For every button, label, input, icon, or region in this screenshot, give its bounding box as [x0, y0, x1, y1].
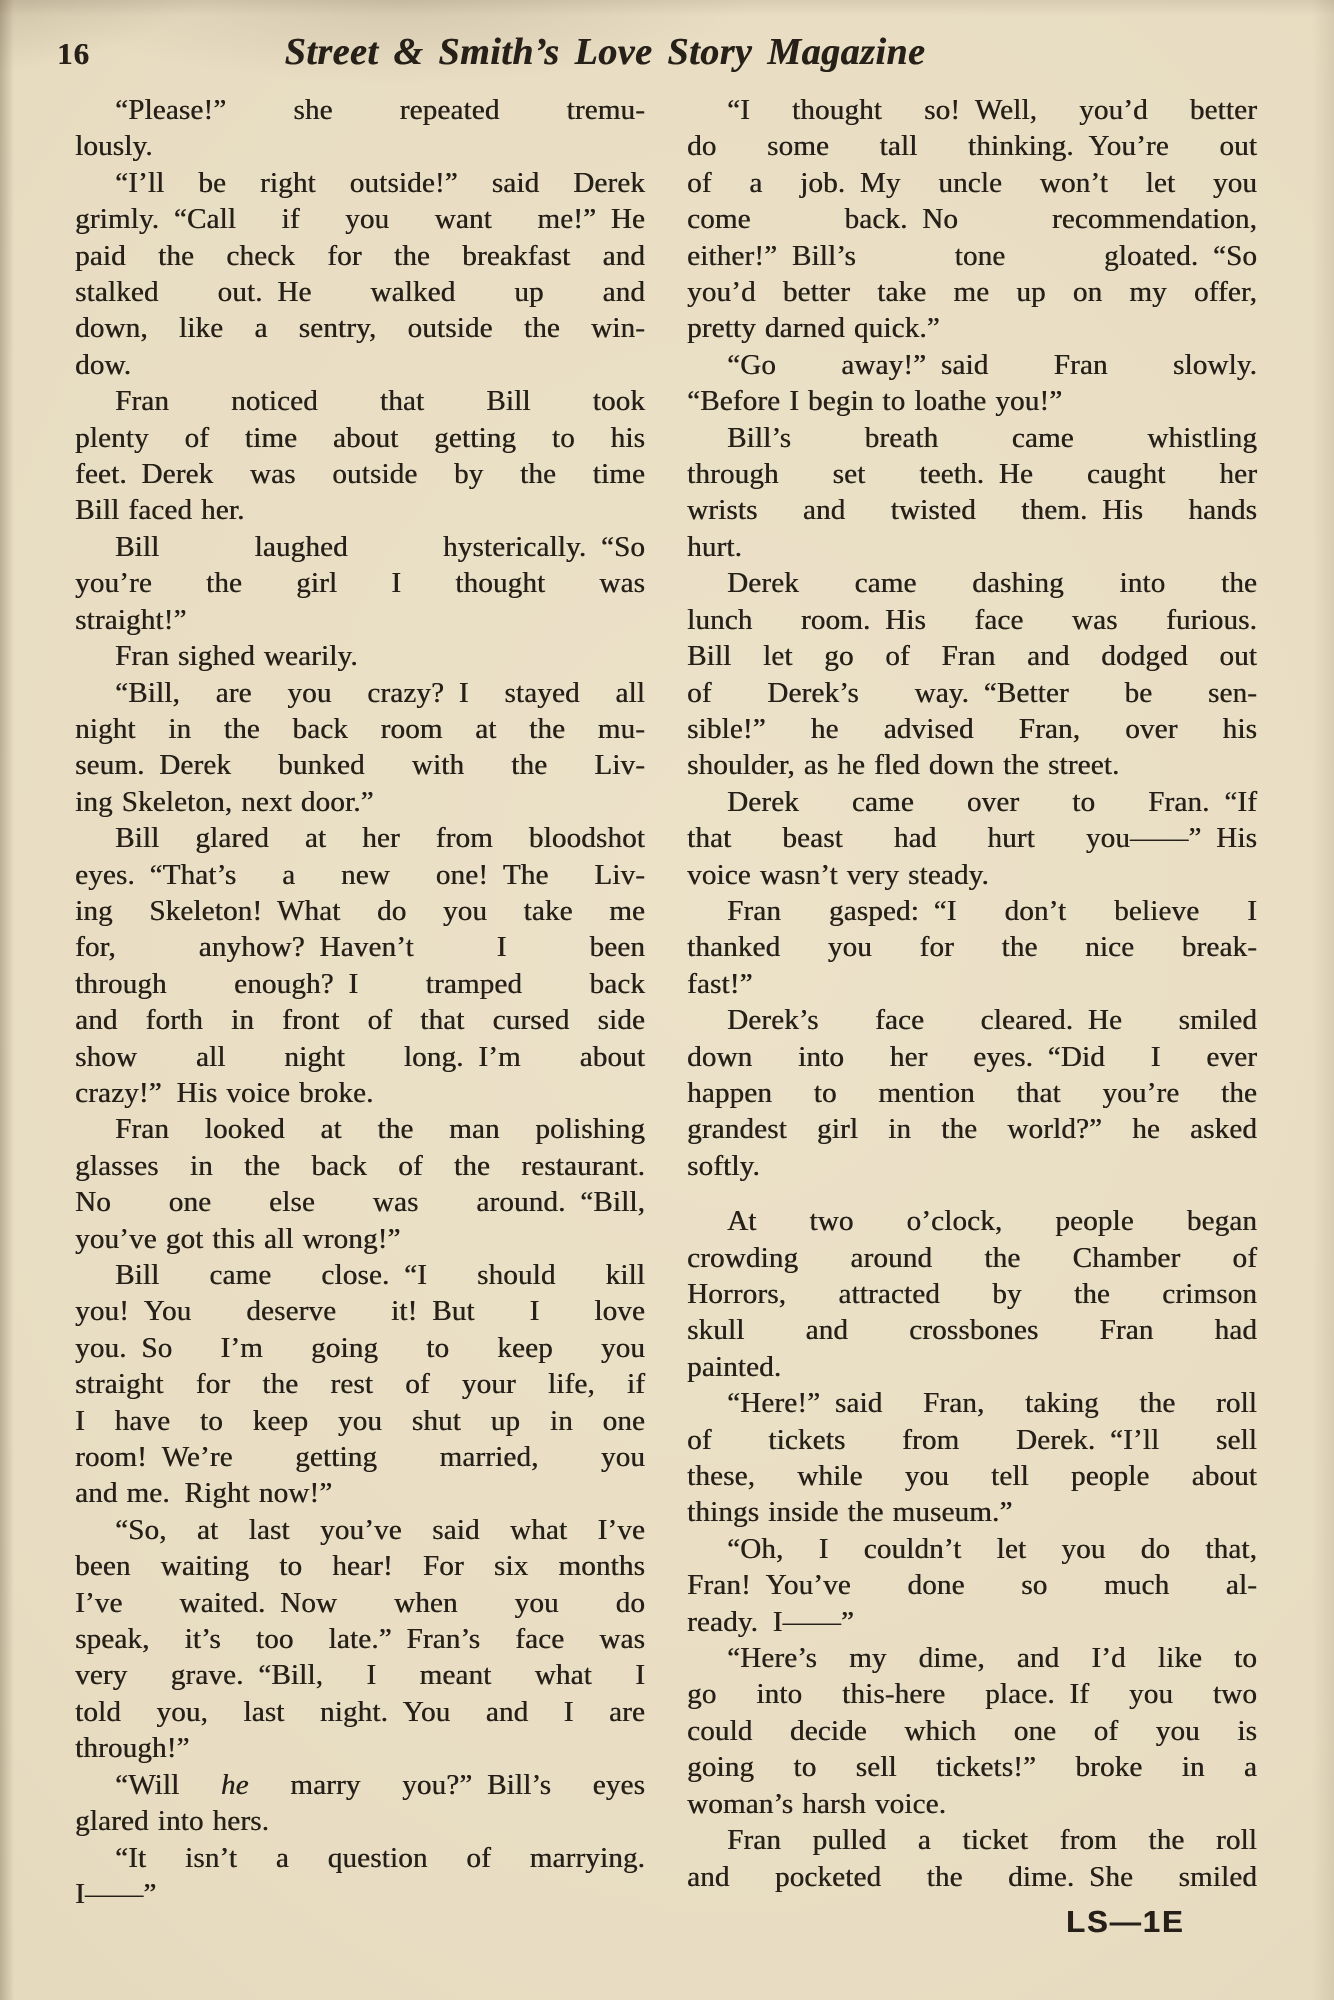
- text-line: and me. Right now!”: [75, 1477, 333, 1510]
- text-line: of a job. My uncle won’t let you: [687, 166, 1257, 199]
- text-line: “Please!” she repeated tremu-: [115, 94, 645, 126]
- text-line: down into her eyes. “Did I ever: [687, 1040, 1257, 1073]
- text-line: been waiting to hear! For six months: [75, 1550, 645, 1583]
- text-line: Fran! You’ve done so much al-: [687, 1569, 1257, 1602]
- text-line: straight for the rest of your life, if: [75, 1368, 645, 1401]
- text-line: “Here!” said Fran, taking the roll: [727, 1387, 1257, 1420]
- text-line: come back. No recommendation,: [687, 203, 1257, 236]
- text-line: paid the check for the breakfast and: [75, 239, 645, 272]
- text-line: shoulder, as he fled down the street.: [687, 749, 1120, 782]
- text-line: “I’ll be right outside!” said Derek: [115, 166, 645, 199]
- text-line: Derek’s face cleared. He smiled: [727, 1004, 1257, 1037]
- text-line: go into this-here place. If you two: [687, 1678, 1257, 1711]
- text-line: “Here’s my dime, and I’d like to: [727, 1642, 1257, 1675]
- text-line: room! We’re getting married, you: [75, 1441, 645, 1474]
- text-line: through set teeth. He caught her: [687, 458, 1257, 491]
- text-line: these, while you tell people about: [687, 1460, 1257, 1493]
- text-line: hurt.: [687, 530, 742, 563]
- text-line: things inside the museum.”: [687, 1496, 1013, 1529]
- text-line: that beast had hurt you——” His: [687, 822, 1257, 855]
- text-line: eyes. “That’s a new one! The Liv-: [75, 858, 645, 891]
- text-line: grimly. “Call if you want me!” He: [75, 203, 645, 236]
- text-line: seum. Derek bunked with the Liv-: [75, 749, 645, 782]
- text-line: “Bill, are you crazy? I stayed all: [115, 676, 645, 709]
- text-line: crazy!” His voice broke.: [75, 1076, 374, 1109]
- text-line: dow.: [75, 348, 132, 381]
- text-line: you’re the girl I thought was: [75, 567, 645, 600]
- text-line: through!”: [75, 1732, 190, 1765]
- text-line: and pocketed the dime. She smiled: [687, 1860, 1257, 1893]
- story-text-columns: [75, 92, 1257, 1912]
- text-line: very grave. “Bill, I meant what I: [75, 1659, 645, 1692]
- text-line: crowding around the Chamber of: [687, 1241, 1257, 1274]
- text-line: show all night long. I’m about: [75, 1040, 645, 1073]
- text-line: painted.: [687, 1350, 782, 1383]
- text-line: “Oh, I couldn’t let you do that,: [727, 1532, 1257, 1565]
- text-line: straight!”: [75, 603, 187, 636]
- text-line: speak, it’s too late.” Fran’s face was: [75, 1623, 645, 1656]
- signature-mark: LS—1E: [1066, 1904, 1185, 1939]
- text-line: happen to mention that you’re the: [687, 1076, 1257, 1109]
- text-line: Fran pulled a ticket from the roll: [727, 1824, 1257, 1857]
- text-line: night in the back room at the mu-: [75, 712, 645, 745]
- text-line: lously.: [75, 130, 153, 163]
- text-line: through enough? I tramped back: [75, 967, 645, 1000]
- text-line: fast!”: [687, 967, 753, 1000]
- text-line: Fran looked at the man polishing: [115, 1113, 645, 1146]
- text-line: I——”: [75, 1877, 157, 1910]
- left-text-column: [75, 92, 645, 1912]
- right-text-column: [687, 92, 1257, 1912]
- text-line: going to sell tickets!” broke in a: [687, 1751, 1257, 1784]
- text-line: glasses in the back of the restaurant.: [75, 1149, 645, 1182]
- text-line: At two o’clock, people began: [727, 1205, 1257, 1238]
- text-line: softly.: [687, 1149, 760, 1182]
- text-line: of Derek’s way. “Better be sen-: [687, 676, 1257, 709]
- text-line: of tickets from Derek. “I’ll sell: [687, 1423, 1257, 1456]
- text-line: Derek came dashing into the: [727, 567, 1257, 600]
- text-line: Fran noticed that Bill took: [115, 385, 645, 418]
- text-line: Bill’s breath came whistling: [727, 421, 1257, 454]
- text-line: Fran sighed wearily.: [115, 640, 358, 673]
- text-line: “Go away!” said Fran slowly.: [727, 348, 1257, 381]
- text-line: grandest girl in the world?” he asked: [687, 1113, 1257, 1146]
- text-line: do some tall thinking. You’re out: [687, 130, 1257, 163]
- text-line: “So, at last you’ve said what I’ve: [115, 1513, 645, 1546]
- text-line: and forth in front of that cursed side: [75, 1004, 645, 1037]
- text-line: woman’s harsh voice.: [687, 1787, 947, 1820]
- text-line: wrists and twisted them. His hands: [687, 494, 1257, 527]
- text-line: Bill let go of Fran and dodged out: [687, 640, 1257, 673]
- text-line: Bill faced her.: [75, 494, 245, 527]
- text-line: I have to keep you shut up in one: [75, 1404, 645, 1437]
- text-line: Bill glared at her from bloodshot: [115, 822, 645, 855]
- text-line: stalked out. He walked up and: [75, 276, 645, 309]
- text-line: No one else was around. “Bill,: [75, 1186, 645, 1219]
- text-line: Derek came over to Fran. “If: [727, 785, 1257, 818]
- text-line: for, anyhow? Haven’t I been: [75, 931, 645, 964]
- text-line: told you, last night. You and I are: [75, 1695, 645, 1728]
- text-line: Bill came close. “I should kill: [115, 1259, 645, 1291]
- text-line: you’d better take me up on my offer,: [687, 276, 1257, 309]
- text-line: “Before I begin to loathe you!”: [687, 385, 1063, 418]
- text-line: ing Skeleton! What do you take me: [75, 894, 645, 927]
- text-line: ing Skeleton, next door.”: [75, 785, 374, 818]
- text-line: you! You deserve it! But I love: [75, 1295, 645, 1328]
- text-line: plenty of time about getting to his: [75, 421, 645, 454]
- text-line: Horrors, attracted by the crimson: [687, 1278, 1257, 1310]
- text-line: “I thought so! Well, you’d better: [727, 94, 1257, 126]
- text-line: voice wasn’t very steady.: [687, 858, 989, 891]
- text-line: ready. I——”: [687, 1605, 854, 1638]
- text-line: feet. Derek was outside by the time: [75, 458, 645, 491]
- text-line: Bill laughed hysterically. “So: [115, 530, 645, 563]
- text-line: you’ve got this all wrong!”: [75, 1222, 401, 1255]
- text-line: Fran gasped: “I don’t believe I: [727, 894, 1257, 927]
- text-line: you. So I’m going to keep you: [75, 1331, 645, 1364]
- text-line: down, like a sentry, outside the win-: [75, 312, 645, 345]
- text-line: lunch room. His face was furious.: [687, 603, 1257, 636]
- magazine-title: Street & Smith’s Love Story Magazine: [284, 31, 926, 73]
- text-line: thanked you for the nice break-: [687, 931, 1257, 964]
- text-line: glared into hers.: [75, 1805, 270, 1838]
- text-line: “Will he marry you?” Bill’s eyes: [115, 1768, 645, 1801]
- text-line: either!” Bill’s tone gloated. “So: [687, 239, 1257, 272]
- text-line: skull and crossbones Fran had: [687, 1314, 1257, 1347]
- text-line: sible!” he advised Fran, over his: [687, 712, 1257, 745]
- text-line: “It isn’t a question of marrying.: [115, 1841, 645, 1874]
- text-line: pretty darned quick.”: [687, 312, 940, 345]
- text-line: I’ve waited. Now when you do: [75, 1586, 645, 1619]
- page-number: 16: [57, 36, 90, 71]
- text-line: could decide which one of you is: [687, 1714, 1257, 1747]
